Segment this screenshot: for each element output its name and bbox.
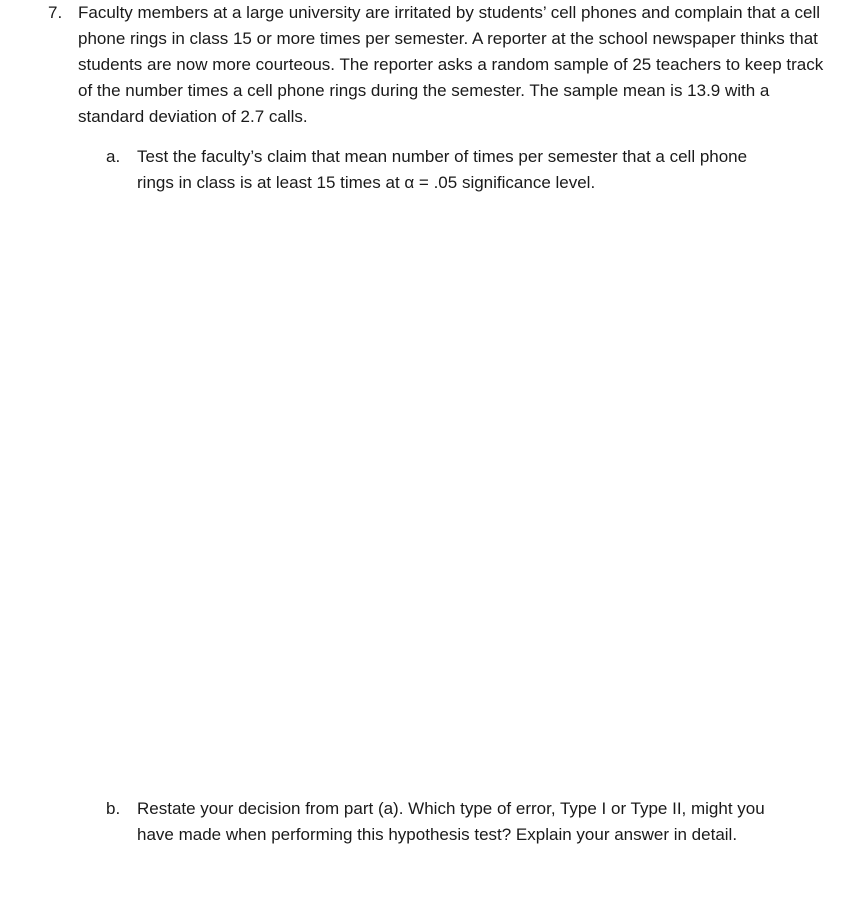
part-a-text: Test the faculty’s claim that mean number of times per semester that a cell phone rings in class is at least 15 times at α = .05 significance level.: [137, 147, 748, 192]
question-number: 7.: [48, 3, 63, 22]
question-text: Faculty members at a large university are irritated by students’ cell phones and complain that a cell phone rings in class 15 or more times per semester. A reporter at the school newspaper thinks that students are now more courteous. The reporter asks a random sample of 25 teachers to keep track of the number times a cell phone rings during the semester. The sample mean is 13.9 with a standard deviation of 2.7 calls.: [78, 3, 824, 126]
part-a-letter: a.: [106, 147, 121, 166]
part-b-letter: b.: [106, 799, 121, 818]
part-b-text: Restate your decision from part (a). Which type of error, Type I or Type II, might you have made when performing this hypothesis test? Explain your answer in detail.: [137, 799, 765, 844]
answer-space-part-a: [106, 200, 786, 780]
